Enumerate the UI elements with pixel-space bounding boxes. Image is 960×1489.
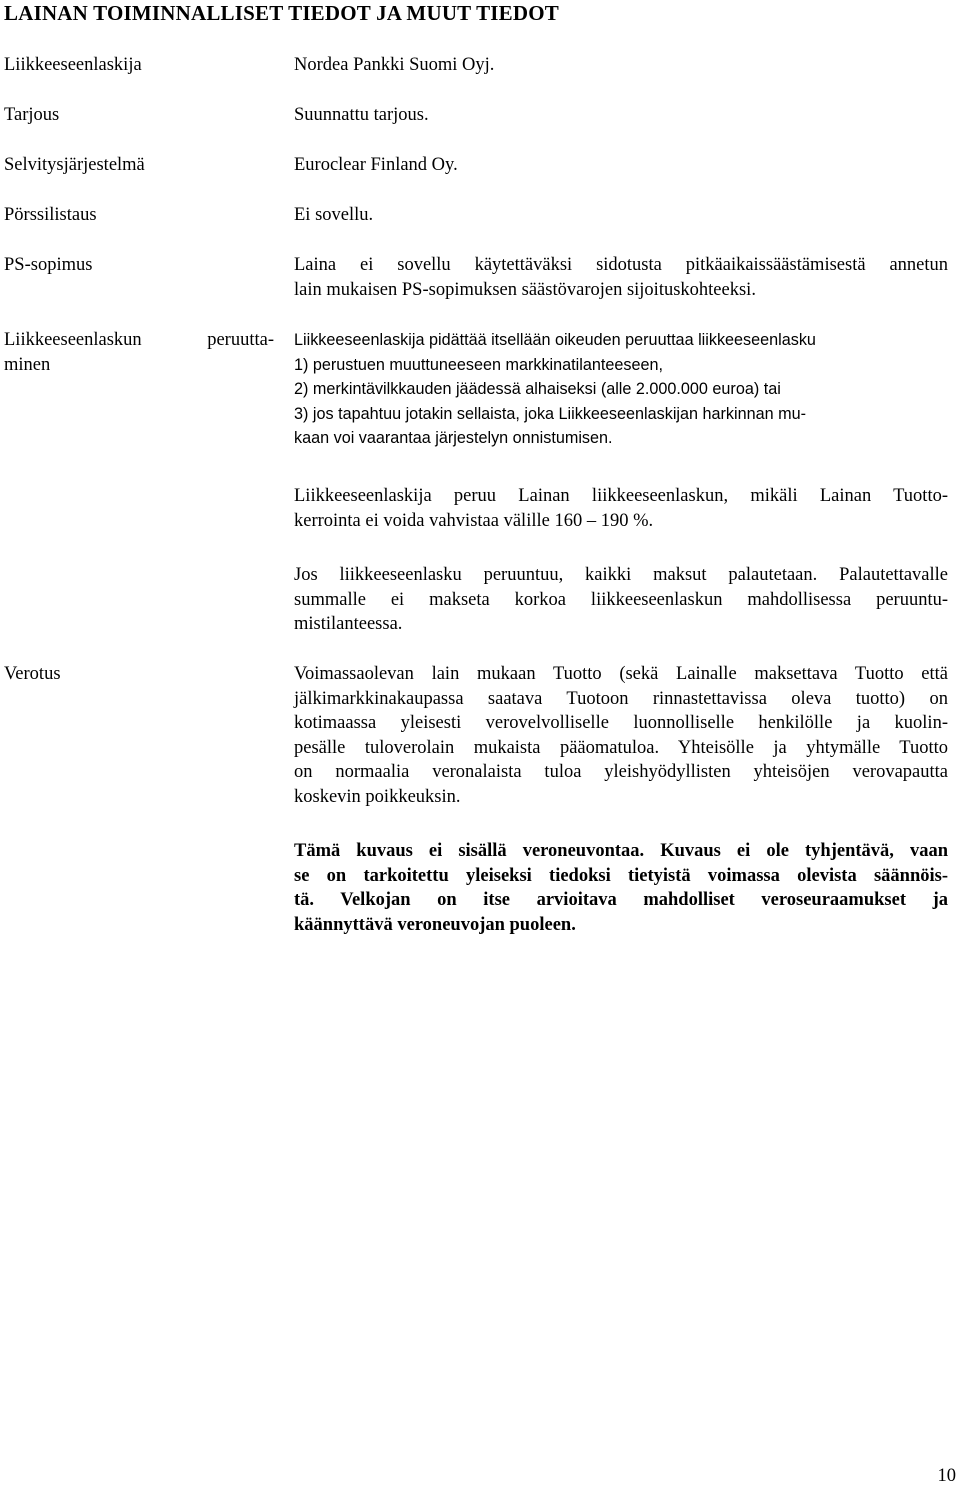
tax-paragraph-1	[294, 662, 948, 809]
clearing-label: Selvitysjärjestelmä	[4, 155, 145, 175]
tax-p2-line3: tä. Velkojan on itse arvioitava mahdolliset veroseuraamukset ja	[294, 890, 948, 910]
cancellation-label-line2: minen	[4, 354, 51, 375]
cancellation-label-part1: Liikkeeseenlaskun	[4, 330, 142, 350]
tax-p1-line5: on normaalia veronalaista tuloa yleishyödyllisten yhteisöjen verovapautta	[294, 762, 948, 782]
tax-p1-line1: Voimassaolevan lain mukaan Tuotto (sekä Lainalle maksettava Tuotto että	[294, 664, 948, 684]
offer-value: Suunnattu tarjous.	[294, 105, 429, 125]
page-number: 10	[937, 1466, 956, 1486]
tax-p1-line4: pesälle tuloverolain mukaista pääomatuloa. Yhteisölle ja yhtymälle Tuotto	[294, 737, 948, 758]
ps-value-line1: Laina ei sovellu käytettäväksi sidotusta pitkäaikaissäästämisestä annetun	[294, 255, 948, 275]
cancellation-p1-line2: 1) perustuen muuttuneeseen markkinatilanteeseen,	[294, 355, 663, 374]
tax-p2-line2: se on tarkoitettu yleiseksi tiedoksi tietyistä voimassa olevista säännöis-	[294, 865, 948, 886]
tax-label: Verotus	[4, 664, 61, 684]
cancellation-p1-line1: Liikkeeseenlaskija pidättää itsellään oikeuden peruuttaa liikkeeseenlasku	[294, 331, 816, 349]
cancellation-label-part2: peruutta-	[207, 330, 274, 350]
tax-p1-line2: jälkimarkkinakaupassa saatava Tuotoon rinnastettavissa oleva tuotto) on	[294, 688, 948, 709]
ps-value	[294, 253, 948, 302]
cancellation-p1-line3: 2) merkintävilkkauden jäädessä alhaiseksi (alle 2.000.000 euroa) tai	[294, 380, 781, 398]
issuer-label: Liikkeeseenlaskija	[4, 55, 142, 75]
tax-p1-line6: koskevin poikkeuksin.	[294, 786, 461, 807]
cancellation-paragraph-1	[294, 328, 948, 451]
ps-label: PS-sopimus	[4, 255, 93, 275]
listing-value: Ei sovellu.	[294, 205, 374, 225]
page-title: LAINAN TOIMINNALLISET TIEDOT JA MUUT TIEDOT	[4, 1, 559, 25]
tax-p1-line3: kotimaassa yleisesti verovelvolliselle luonnolliselle henkilölle ja kuolin-	[294, 713, 948, 733]
issuer-value: Nordea Pankki Suomi Oyj.	[294, 55, 495, 75]
tax-p2-line4: käännyttävä veroneuvojan puoleen.	[294, 914, 576, 935]
ps-value-line2: lain mukaisen PS-sopimuksen säästövarojen sijoituskohteeksi.	[294, 279, 756, 300]
offer-label: Tarjous	[4, 105, 60, 125]
cancellation-p1-line5: kaan voi vaarantaa järjestelyn onnistumisen.	[294, 429, 613, 447]
cancellation-p3-line3: mistilanteessa.	[294, 614, 403, 634]
cancellation-p1-line4: 3) jos tapahtuu jotakin sellaista, joka Liikkeeseenlaskijan harkinnan mu-	[294, 404, 806, 423]
listing-label: Pörssilistaus	[4, 205, 97, 225]
cancellation-p3-line2: summalle ei makseta korkoa liikkeeseenlaskun mahdollisessa peruuntu-	[294, 589, 948, 610]
tax-p2-line1: Tämä kuvaus ei sisällä veroneuvontaa. Kuvaus ei ole tyhjentävä, vaan	[294, 841, 948, 861]
cancellation-label	[4, 328, 274, 377]
clearing-value: Euroclear Finland Oy.	[294, 155, 458, 175]
tax-p2-block	[294, 839, 948, 937]
cancellation-p2-block	[294, 484, 948, 533]
cancellation-p3-line1: Jos liikkeeseenlasku peruuntuu, kaikki maksut palautetaan. Palautettavalle	[294, 565, 948, 585]
cancellation-p2-line2: kerrointa ei voida vahvistaa välille 160 – 190 %.	[294, 510, 654, 531]
cancellation-p2-line1: Liikkeeseenlaskija peruu Lainan liikkeeseenlaskun, mikäli Lainan Tuotto-	[294, 486, 948, 506]
cancellation-p3-block	[294, 563, 948, 637]
